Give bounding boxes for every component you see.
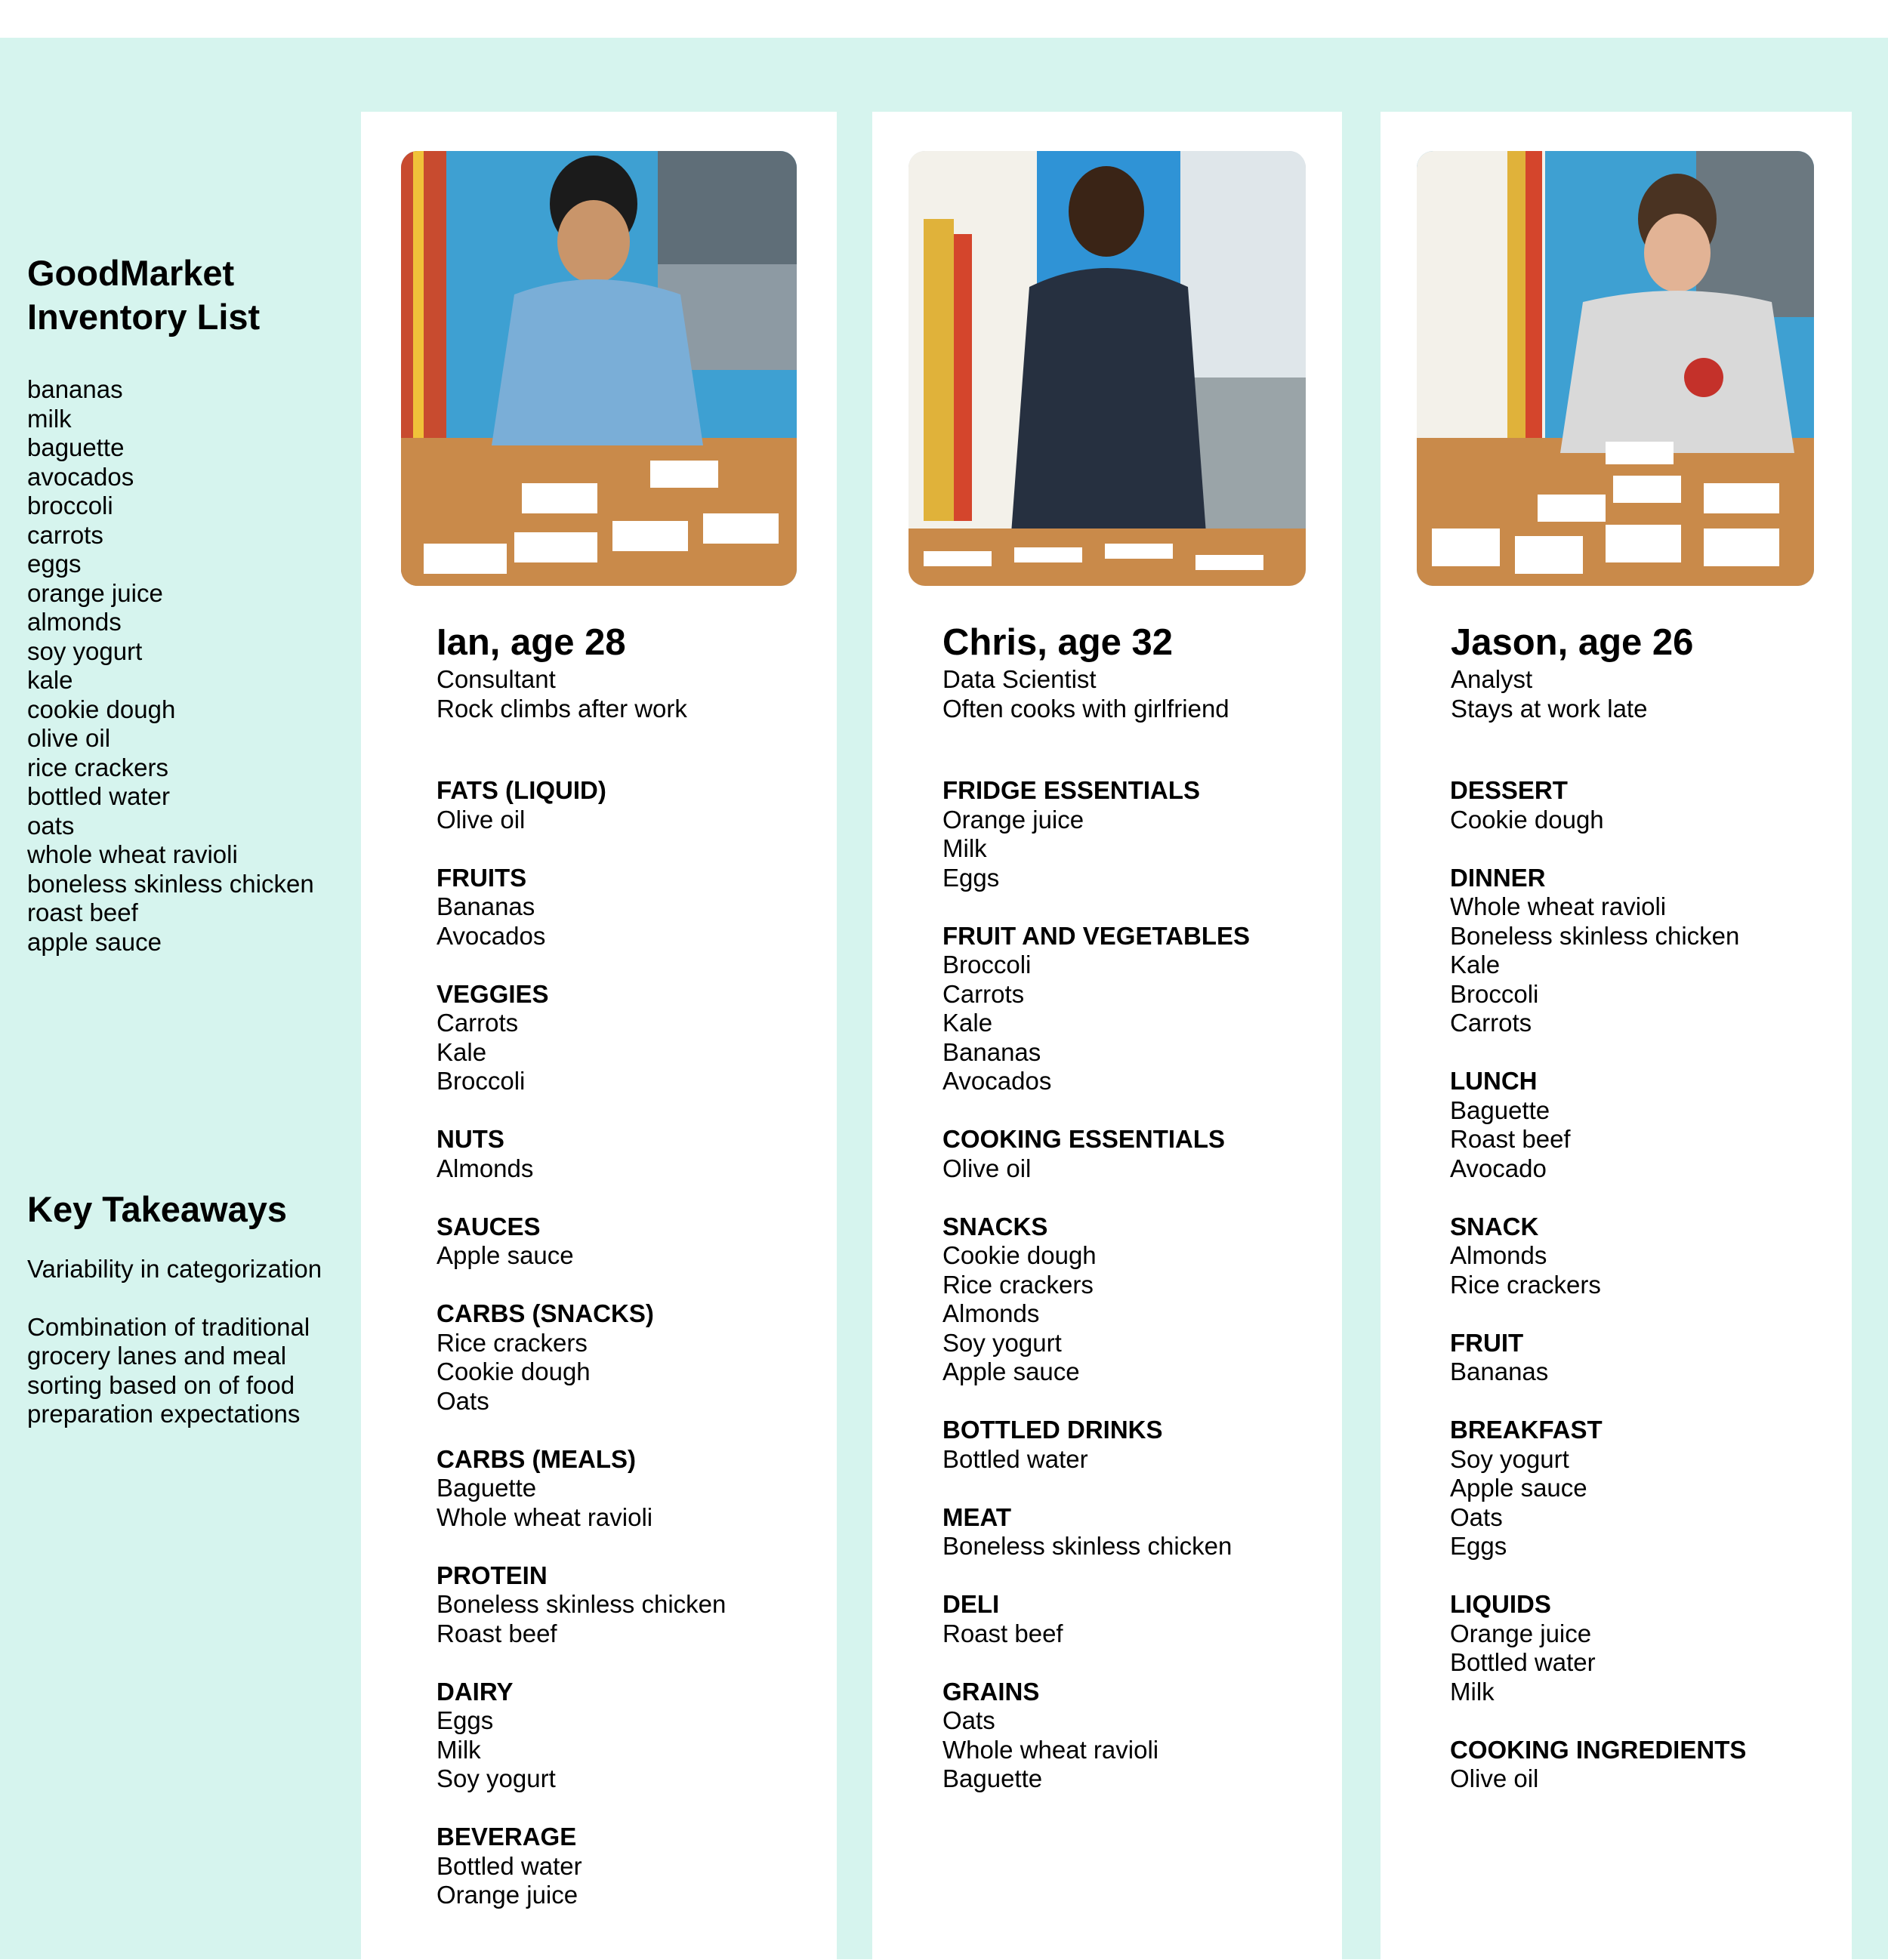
category-item: Bottled water xyxy=(437,1851,582,1880)
category-title: SNACK xyxy=(1450,1212,1539,1240)
category-title: SAUCES xyxy=(437,1212,541,1240)
participant-photo xyxy=(401,151,797,586)
category-item: Baguette xyxy=(1450,1096,1550,1124)
category-item: Almonds xyxy=(1450,1241,1547,1269)
category-item: Kale xyxy=(1450,951,1501,978)
category-item: Olive oil xyxy=(437,805,526,834)
takeaways-section xyxy=(27,1188,359,1429)
category-title: BOTTLED DRINKS xyxy=(942,1416,1163,1444)
category-item: Olive oil xyxy=(942,1154,1032,1182)
category-title: FRIDGE ESSENTIALS xyxy=(942,776,1201,804)
category-item: Broccoli xyxy=(942,951,1032,978)
category-group xyxy=(437,864,726,951)
category-group xyxy=(437,1299,726,1416)
category-title: DELI xyxy=(942,1590,1000,1618)
inventory-item: rice crackers xyxy=(27,753,169,781)
category-group xyxy=(437,1213,726,1271)
category-item: Oats xyxy=(942,1706,995,1734)
category-item: Broccoli xyxy=(1450,979,1539,1008)
category-title: FRUITS xyxy=(437,863,527,892)
category-item: Roast beef xyxy=(437,1619,557,1647)
category-item: Avocado xyxy=(1450,1154,1547,1182)
category-item: Soy yogurt xyxy=(437,1764,556,1792)
category-item: Oats xyxy=(437,1386,489,1415)
category-group xyxy=(437,980,726,1096)
inventory-item: whole wheat ravioli xyxy=(27,840,238,868)
category-list xyxy=(437,776,726,1939)
inventory-item: oats xyxy=(27,811,75,840)
category-title: BREAKFAST xyxy=(1450,1416,1603,1444)
participant-note: Often cooks with girlfriend xyxy=(942,694,1229,723)
participant-info xyxy=(1451,620,1693,723)
category-item: Orange juice xyxy=(942,805,1084,834)
category-title: MEAT xyxy=(942,1502,1012,1531)
category-item: Roast beef xyxy=(1450,1125,1571,1153)
category-list xyxy=(1450,776,1746,1823)
inventory-item: apple sauce xyxy=(27,927,162,956)
category-item: Orange juice xyxy=(1450,1619,1592,1647)
category-item: Apple sauce xyxy=(942,1358,1080,1385)
category-title: COOKING INGREDIENTS xyxy=(1450,1735,1747,1764)
inventory-item: almonds xyxy=(27,608,122,636)
category-item: Bananas xyxy=(1450,1358,1549,1385)
takeaway-point: Combination of traditional grocery lanes and meal sorting based on of food preparation expectations xyxy=(27,1312,310,1428)
category-group xyxy=(437,1678,726,1794)
category-group xyxy=(437,1823,726,1910)
participant-role: Consultant xyxy=(437,665,556,693)
category-item: Eggs xyxy=(942,863,1000,892)
category-item: Milk xyxy=(942,834,987,862)
participant-note: Stays at work late xyxy=(1451,694,1648,723)
category-item: Milk xyxy=(1450,1677,1495,1706)
category-title: FATS (LIQUID) xyxy=(437,776,606,804)
category-title: VEGGIES xyxy=(437,979,549,1008)
participant-photo xyxy=(909,151,1306,586)
participant-note: Rock climbs after work xyxy=(437,694,687,723)
category-title: LUNCH xyxy=(1450,1067,1538,1095)
category-title: CARBS (SNACKS) xyxy=(437,1299,654,1327)
category-group xyxy=(1450,776,1746,834)
inventory-item: bottled water xyxy=(27,782,170,810)
category-title: FRUIT xyxy=(1450,1328,1524,1357)
category-item: Orange juice xyxy=(437,1881,578,1909)
category-item: Boneless skinless chicken xyxy=(437,1590,727,1618)
category-item: Baguette xyxy=(437,1474,537,1502)
category-item: Boneless skinless chicken xyxy=(942,1532,1232,1560)
category-title: FRUIT AND VEGETABLES xyxy=(942,921,1251,950)
category-item: Carrots xyxy=(437,1009,519,1037)
category-item: Rice crackers xyxy=(942,1270,1094,1299)
category-item: Bananas xyxy=(942,1037,1041,1066)
participant-photo-image xyxy=(1417,151,1814,586)
category-group xyxy=(1450,1213,1746,1300)
inventory-section xyxy=(27,251,352,957)
category-item: Apple sauce xyxy=(1450,1474,1587,1502)
category-title: PROTEIN xyxy=(437,1561,548,1589)
category-title: NUTS xyxy=(437,1125,504,1153)
category-title: BEVERAGE xyxy=(437,1823,577,1851)
category-group xyxy=(437,1125,726,1183)
category-group xyxy=(942,1590,1250,1648)
category-group xyxy=(942,1125,1250,1183)
category-title: DAIRY xyxy=(437,1677,514,1706)
inventory-item: orange juice xyxy=(27,578,163,607)
participant-photo-image xyxy=(401,151,797,586)
participant-info xyxy=(437,620,687,723)
category-title: DESSERT xyxy=(1450,776,1568,804)
inventory-item: carrots xyxy=(27,520,103,549)
category-item: Rice crackers xyxy=(437,1328,588,1357)
page-background xyxy=(0,38,1888,1959)
category-item: Avocados xyxy=(942,1067,1052,1095)
category-item: Olive oil xyxy=(1450,1764,1539,1792)
category-item: Cookie dough xyxy=(942,1241,1097,1269)
participant-card-ian xyxy=(361,112,837,1960)
category-group xyxy=(1450,1590,1746,1706)
inventory-title: GoodMarket Inventory List xyxy=(27,253,261,337)
category-group xyxy=(942,922,1250,1096)
participant-info xyxy=(942,620,1229,723)
category-item: Eggs xyxy=(437,1706,494,1734)
inventory-item: roast beef xyxy=(27,898,138,926)
category-item: Oats xyxy=(1450,1502,1503,1531)
inventory-item: avocados xyxy=(27,462,134,491)
category-item: Soy yogurt xyxy=(942,1328,1062,1357)
inventory-item: eggs xyxy=(27,550,82,578)
category-item: Kale xyxy=(437,1037,487,1066)
inventory-item: milk xyxy=(27,404,72,433)
inventory-item: olive oil xyxy=(27,724,111,752)
category-item: Avocados xyxy=(437,921,546,950)
category-item: Whole wheat ravioli xyxy=(1450,892,1667,920)
category-group xyxy=(437,1445,726,1533)
inventory-item: baguette xyxy=(27,433,125,461)
category-item: Almonds xyxy=(437,1154,534,1182)
category-group xyxy=(942,1678,1250,1794)
category-item: Almonds xyxy=(942,1299,1040,1327)
category-item: Rice crackers xyxy=(1450,1270,1601,1299)
category-group xyxy=(942,1503,1250,1561)
category-title: LIQUIDS xyxy=(1450,1590,1551,1618)
category-group xyxy=(942,776,1250,892)
category-item: Eggs xyxy=(1450,1532,1507,1560)
participant-name: Jason, age 26 xyxy=(1451,622,1694,663)
participant-card-chris xyxy=(872,112,1342,1960)
category-title: SNACKS xyxy=(942,1212,1048,1240)
participant-name: Chris, age 32 xyxy=(942,622,1174,663)
category-item: Broccoli xyxy=(437,1067,526,1095)
category-item: Carrots xyxy=(942,979,1025,1008)
category-item: Bottled water xyxy=(942,1444,1088,1473)
takeaway-point: Variability in categorization xyxy=(27,1255,322,1283)
inventory-list xyxy=(27,375,352,957)
inventory-item: broccoli xyxy=(27,492,113,519)
category-item: Milk xyxy=(437,1735,481,1764)
category-item: Whole wheat ravioli xyxy=(437,1502,653,1531)
inventory-item: cookie dough xyxy=(27,695,176,723)
category-item: Cookie dough xyxy=(1450,805,1604,834)
participant-name: Ian, age 28 xyxy=(437,622,626,663)
category-item: Apple sauce xyxy=(437,1241,574,1269)
participant-role: Data Scientist xyxy=(942,665,1097,693)
category-group xyxy=(1450,1329,1746,1387)
category-item: Cookie dough xyxy=(437,1358,591,1385)
category-title: DINNER xyxy=(1450,863,1546,892)
participant-card-jason xyxy=(1381,112,1852,1960)
category-group xyxy=(1450,1736,1746,1794)
category-item: Kale xyxy=(942,1009,993,1037)
inventory-item: bananas xyxy=(27,375,123,403)
category-item: Boneless skinless chicken xyxy=(1450,921,1740,950)
category-group xyxy=(437,776,726,834)
participant-photo xyxy=(1417,151,1814,586)
category-item: Bananas xyxy=(437,892,535,920)
category-title: COOKING ESSENTIALS xyxy=(942,1125,1226,1153)
category-item: Bottled water xyxy=(1450,1648,1596,1676)
category-title: CARBS (MEALS) xyxy=(437,1444,636,1473)
category-item: Soy yogurt xyxy=(1450,1444,1569,1473)
inventory-item: soy yogurt xyxy=(27,636,143,665)
participant-role: Analyst xyxy=(1451,665,1533,693)
category-item: Roast beef xyxy=(942,1619,1063,1647)
category-list xyxy=(942,776,1250,1823)
inventory-item: kale xyxy=(27,666,73,694)
category-group xyxy=(1450,1067,1746,1183)
category-title: GRAINS xyxy=(942,1677,1040,1706)
category-group xyxy=(942,1213,1250,1387)
category-group xyxy=(437,1561,726,1649)
participant-photo-image xyxy=(909,151,1306,586)
inventory-item: boneless skinless chicken xyxy=(27,869,314,898)
category-item: Baguette xyxy=(942,1764,1043,1792)
category-group xyxy=(942,1416,1250,1474)
category-group xyxy=(1450,864,1746,1038)
category-item: Whole wheat ravioli xyxy=(942,1735,1159,1764)
category-item: Carrots xyxy=(1450,1009,1532,1037)
takeaways-title: Key Takeaways xyxy=(27,1189,288,1229)
category-group xyxy=(1450,1416,1746,1561)
